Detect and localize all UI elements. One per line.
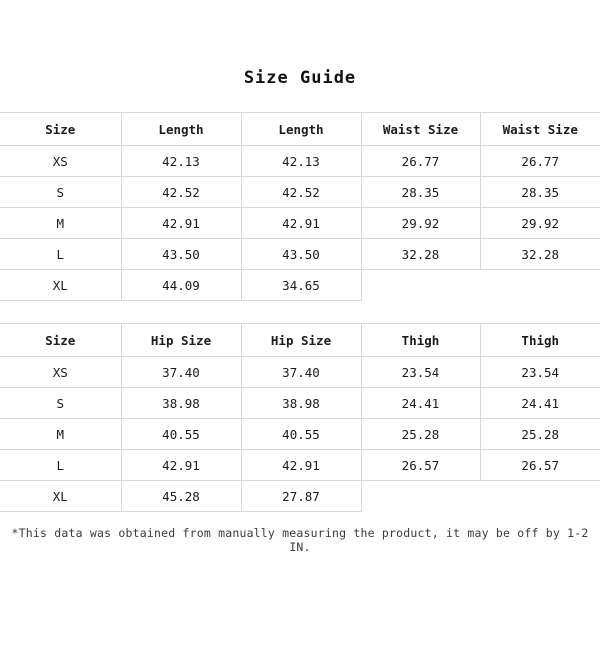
size-table-lower: [0, 323, 600, 512]
cell-value: 42.52: [241, 177, 361, 208]
cell-value: 26.77: [361, 146, 480, 177]
cell-value: 42.91: [241, 450, 361, 481]
cell-value: 29.92: [361, 208, 480, 239]
cell-value: 24.41: [480, 388, 600, 419]
table-header-row: [0, 324, 600, 357]
size-guide-page: [0, 68, 600, 668]
cell-value: 32.28: [480, 239, 600, 270]
size-table-upper-wrap: [0, 112, 600, 301]
cell-value: 37.40: [241, 357, 361, 388]
column-header: Size: [0, 113, 121, 146]
column-header: Waist Size: [480, 113, 600, 146]
cell-value: 23.54: [480, 357, 600, 388]
table-row: [0, 208, 600, 239]
cell-value: 42.91: [121, 208, 241, 239]
table-row: [0, 481, 600, 512]
cell-value: 43.50: [241, 239, 361, 270]
page-title: Size Guide: [243, 68, 357, 88]
cell-empty: [361, 270, 480, 301]
column-header: Thigh: [480, 324, 600, 357]
table-row: [0, 357, 600, 388]
table-header-row: [0, 113, 600, 146]
column-header: Hip Size: [241, 324, 361, 357]
cell-value: 38.98: [241, 388, 361, 419]
cell-value: 44.09: [121, 270, 241, 301]
column-header: Thigh: [361, 324, 480, 357]
cell-value: 25.28: [361, 419, 480, 450]
cell-value: 28.35: [480, 177, 600, 208]
cell-value: 45.28: [121, 481, 241, 512]
cell-value: 37.40: [121, 357, 241, 388]
size-table-lower-wrap: [0, 323, 600, 512]
table-row: [0, 270, 600, 301]
cell-value: 29.92: [480, 208, 600, 239]
cell-value: 26.57: [361, 450, 480, 481]
cell-value: 40.55: [241, 419, 361, 450]
cell-value: 24.41: [361, 388, 480, 419]
cell-value: 28.35: [361, 177, 480, 208]
cell-value: 26.57: [480, 450, 600, 481]
table-row: [0, 146, 600, 177]
cell-empty: [480, 270, 600, 301]
cell-empty: [480, 481, 600, 512]
cell-size: S: [0, 177, 121, 208]
cell-size: L: [0, 239, 121, 270]
cell-value: 27.87: [241, 481, 361, 512]
column-header: Length: [121, 113, 241, 146]
table-row: [0, 450, 600, 481]
cell-value: 42.13: [241, 146, 361, 177]
table-row: [0, 239, 600, 270]
cell-value: 42.13: [121, 146, 241, 177]
cell-size: XL: [0, 270, 121, 301]
size-table-upper: [0, 112, 600, 301]
table-row: [0, 419, 600, 450]
cell-size: M: [0, 419, 121, 450]
cell-value: 42.91: [241, 208, 361, 239]
cell-value: 38.98: [121, 388, 241, 419]
column-header: Waist Size: [361, 113, 480, 146]
cell-value: 25.28: [480, 419, 600, 450]
cell-size: S: [0, 388, 121, 419]
cell-empty: [361, 481, 480, 512]
cell-size: M: [0, 208, 121, 239]
table-row: [0, 388, 600, 419]
cell-value: 43.50: [121, 239, 241, 270]
cell-value: 42.91: [121, 450, 241, 481]
cell-value: 40.55: [121, 419, 241, 450]
cell-size: XL: [0, 481, 121, 512]
cell-size: L: [0, 450, 121, 481]
cell-value: 32.28: [361, 239, 480, 270]
cell-size: XS: [0, 357, 121, 388]
column-header: Hip Size: [121, 324, 241, 357]
measurement-disclaimer: *This data was obtained from manually measuring the product, it may be off by 1-2 IN.: [11, 526, 589, 554]
cell-size: XS: [0, 146, 121, 177]
column-header: Size: [0, 324, 121, 357]
column-header: Length: [241, 113, 361, 146]
cell-value: 26.77: [480, 146, 600, 177]
cell-value: 23.54: [361, 357, 480, 388]
cell-value: 34.65: [241, 270, 361, 301]
cell-value: 42.52: [121, 177, 241, 208]
table-row: [0, 177, 600, 208]
